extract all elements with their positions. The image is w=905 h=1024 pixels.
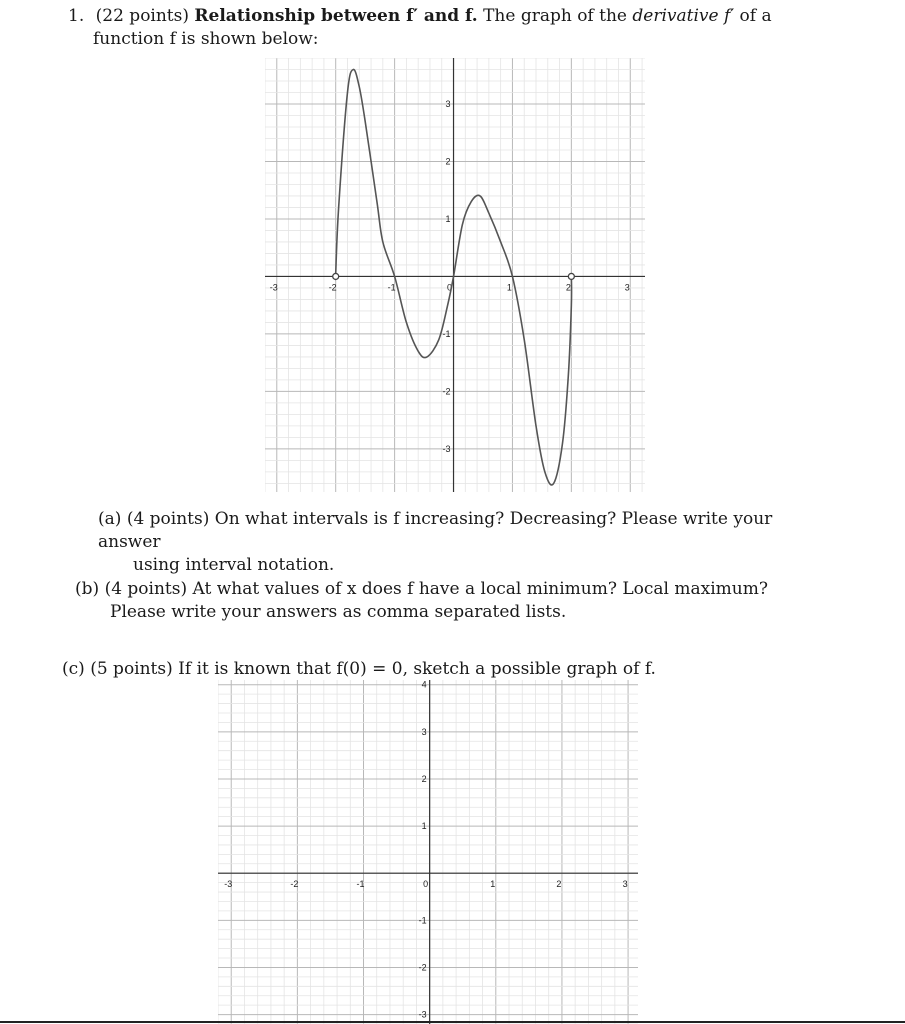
x-tick-label: 3: [622, 879, 628, 890]
question-intro-derivative: derivative f′: [632, 6, 735, 26]
x-tick-label: -1: [387, 282, 396, 293]
question-header: [68, 5, 868, 51]
y-tick-label: -2: [418, 962, 427, 973]
open-endpoint: [568, 273, 574, 279]
x-tick-label: 1: [506, 282, 512, 293]
x-tick-label: 1: [490, 879, 496, 890]
part-b-label: (b): [75, 579, 100, 599]
y-tick-label: 1: [445, 213, 451, 224]
x-tick-label: -2: [290, 879, 299, 890]
part-a-label: (a): [98, 509, 122, 529]
x-tick-label: 2: [556, 879, 562, 890]
page-bottom-rule: [0, 1021, 905, 1023]
sketch-grid[interactable]: [218, 680, 638, 1024]
y-tick-label: 2: [421, 773, 427, 784]
x-tick-label: 3: [624, 282, 630, 293]
y-tick-label: 2: [445, 156, 451, 167]
open-endpoint: [333, 273, 339, 279]
question-intro-2: of a: [739, 6, 772, 26]
y-tick-label: 3: [421, 726, 427, 737]
x-tick-label: -3: [269, 282, 278, 293]
x-tick-label: 2: [565, 282, 571, 293]
x-tick-label: -3: [224, 879, 233, 890]
y-tick-label: 4: [421, 680, 427, 690]
y-tick-label: -3: [418, 1009, 427, 1020]
part-b-line2: Please write your answers as comma separated lists.: [110, 602, 567, 622]
part-c-text: If it is known that f(0) = 0, sketch a possible graph of f.: [178, 659, 656, 679]
part-a-points: (4 points): [126, 509, 210, 529]
x-tick-label: 0: [423, 879, 429, 890]
x-tick-label: 0: [447, 282, 453, 293]
y-tick-label: -1: [442, 328, 451, 339]
y-tick-label: -2: [442, 386, 451, 397]
x-tick-label: -1: [356, 879, 365, 890]
y-tick-label: 3: [445, 98, 451, 109]
question-intro-line2: function f is shown below:: [93, 29, 319, 49]
derivative-graph: [265, 58, 645, 492]
part-a: [98, 508, 838, 577]
part-c-label: (c): [62, 659, 85, 679]
part-b: [75, 578, 865, 624]
part-c: [62, 658, 862, 681]
question-number: 1.: [68, 6, 85, 26]
part-c-points: (5 points): [90, 659, 173, 679]
question-points: (22 points): [95, 6, 189, 26]
part-a-line1: On what intervals is f increasing? Decreasing? Please write your answer: [98, 509, 773, 552]
part-b-points: (4 points): [104, 579, 188, 599]
part-a-line2: using interval notation.: [133, 555, 335, 575]
y-tick-label: 1: [421, 821, 427, 832]
y-tick-label: -1: [418, 915, 427, 926]
question-title: Relationship between f′ and f.: [194, 6, 478, 26]
x-tick-label: -2: [328, 282, 337, 293]
part-b-line1: At what values of x does f have a local minimum? Local maximum?: [192, 579, 768, 599]
y-tick-label: -3: [442, 443, 451, 454]
question-intro-1: The graph of the: [483, 6, 627, 26]
